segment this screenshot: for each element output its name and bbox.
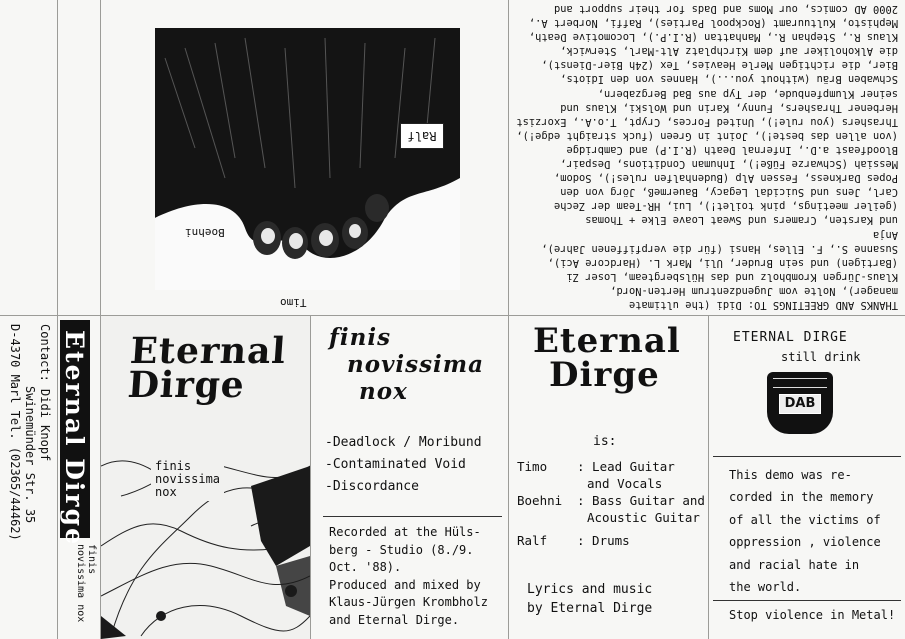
divider bbox=[323, 516, 502, 517]
album-title-line: novissima bbox=[347, 351, 485, 378]
title-spine bbox=[57, 316, 100, 639]
cover-album-title bbox=[151, 458, 224, 501]
logo-stripes bbox=[773, 378, 827, 388]
album-title-line: nox bbox=[359, 378, 408, 405]
thanks-line: THANKS AND GREETINGS TO: Didi (the ultimate bbox=[629, 299, 898, 311]
member-role: Acoustic Guitar bbox=[587, 510, 700, 525]
contact-label: Contact: bbox=[38, 324, 52, 382]
thanks-line: Klaus R., Stephan R., Manhattan (R.I.P.), Locomotive Death, bbox=[528, 31, 898, 44]
thanks-line: seiner Klumpfenbude, der Typ aus Bad Bergzabern, bbox=[597, 87, 898, 100]
thanks-line: (von allen das beste!), Joint in Green (fuck straight edge!), bbox=[516, 129, 898, 142]
thanks-line: Herbener Thrashers, Funny, Karin und Wolski, Klaus und bbox=[560, 101, 898, 114]
member-role: : Lead Guitar bbox=[577, 459, 675, 474]
thanks-line: Mephisto, Kultuuramt (Rockpool Parties), Raffi, Norbert A., bbox=[528, 17, 898, 30]
photo-label-ralf: Ralf bbox=[400, 123, 444, 149]
dedication-line: oppression , violence bbox=[729, 535, 881, 550]
lineup-is: is: bbox=[593, 434, 617, 449]
thanks-line: Thrashers (you rule!), United Forces, Crypt, T.o.A., Exorzist bbox=[516, 115, 898, 128]
blank-spines bbox=[0, 0, 100, 315]
front-cover bbox=[101, 316, 310, 639]
member-name: Boehni bbox=[517, 493, 563, 508]
member-role: : Drums bbox=[577, 533, 630, 548]
thanks-line: Carl, Jens und Suicidal Legacy, Bauermeß, Jörg von den bbox=[560, 186, 898, 199]
member-role: and Vocals bbox=[587, 476, 663, 491]
thanks-line: (Bartigen) und sein Bruder, Uli, Mark L. (Hardcore Aci), bbox=[547, 256, 898, 269]
thanks-line: Susanne S., F. Elles, Hansi (für die verpfiffenen Jahre), Anja bbox=[541, 228, 898, 255]
track-list bbox=[325, 432, 482, 498]
lineup-credits bbox=[527, 580, 652, 618]
tracklist-album-title bbox=[329, 324, 484, 405]
contact-spine bbox=[0, 316, 57, 639]
member-name: Ralf bbox=[517, 533, 548, 548]
dedication-line: of all the victims of bbox=[729, 512, 881, 527]
track-item: -Discordance bbox=[325, 479, 419, 494]
thanks-line: Bier, die richtigen Merle Heavies, Tex (24h Bier-Dienst), bbox=[541, 59, 898, 72]
dedication bbox=[729, 464, 881, 598]
spine-band-name: Eternal Dirge bbox=[60, 330, 89, 546]
band-photo bbox=[155, 28, 460, 290]
photo-label-boehni: Boehni bbox=[185, 226, 225, 239]
photo-image bbox=[155, 28, 460, 290]
recording-line: berg - Studio (8./9. Oct. '88). bbox=[329, 542, 474, 574]
member-row bbox=[517, 458, 705, 492]
back-subheader: still drink bbox=[781, 350, 861, 364]
dedication-line: This demo was re- bbox=[729, 468, 852, 482]
contact-city-phone: D-4370 Marl Tel. (02365/44462) bbox=[8, 324, 22, 541]
logo-line: Dirge bbox=[549, 355, 660, 395]
lineup-band-logo bbox=[533, 321, 681, 395]
cover-title-line: novissima bbox=[155, 472, 221, 486]
track-item: -Contaminated Void bbox=[325, 457, 466, 472]
logo-line: Eternal bbox=[533, 321, 681, 361]
cover-title-line: nox bbox=[155, 485, 177, 499]
contact-street: Swinemünder Str. 35 bbox=[23, 386, 37, 524]
recording-line: Produced and mixed by bbox=[329, 577, 481, 592]
dedication-line: corded in the memory bbox=[729, 490, 874, 505]
divider bbox=[713, 600, 901, 601]
thanks-line: Messiah (Schwarze Füße!), Inhuman Conditions, Despair, bbox=[560, 158, 898, 171]
contact-block bbox=[7, 324, 52, 541]
dab-logo-icon bbox=[767, 372, 833, 434]
album-title-line: finis bbox=[329, 324, 392, 351]
cover-title-line: finis bbox=[155, 459, 192, 473]
spine-album-title: finis novissima nox bbox=[75, 544, 97, 623]
back-panel bbox=[709, 316, 905, 639]
thanks-line: 2000 AD comics, our Moms and Dads for their support and bbox=[553, 3, 898, 16]
logo-text: DAB bbox=[779, 394, 821, 414]
member-row bbox=[517, 526, 705, 549]
contact-name: Didi Knopf bbox=[38, 389, 52, 462]
thanks-line: Bloodfeast a.D., Infernal Death (R.I.P) and Cambridge bbox=[566, 143, 898, 156]
tracklist-panel bbox=[311, 316, 508, 639]
recording-line: Recorded at the Hüls- bbox=[329, 525, 481, 539]
lineup-table bbox=[517, 458, 705, 549]
lineup-panel bbox=[509, 316, 708, 639]
credits-line: Lyrics and music bbox=[527, 582, 653, 597]
slogan: Stop violence in Metal! bbox=[729, 608, 896, 622]
thanks-line: (geiler meetings, pink toilet!), Lui, HR-Team der Zeche bbox=[553, 200, 898, 213]
back-header: ETERNAL DIRGE bbox=[733, 330, 848, 345]
thanks-line: Schwaben Bräu (without you...), Hannes von den Idiots, bbox=[560, 73, 898, 86]
dedication-line: the world. bbox=[729, 580, 802, 595]
member-name: Timo bbox=[517, 459, 548, 474]
thanks-line: Popes Darkness, Fessen Alp (Budenhalfen rules!), Sodom, bbox=[553, 172, 898, 185]
dedication-line: and racial hate in bbox=[729, 557, 860, 572]
recording-notes bbox=[329, 524, 508, 629]
track-item: -Deadlock / Moribund bbox=[325, 435, 482, 450]
credits-line: by Eternal Dirge bbox=[527, 601, 653, 616]
photo-label-timo: Timo bbox=[280, 296, 307, 309]
recording-line: Klaus-Jürgen Krombholz bbox=[329, 595, 488, 609]
thanks-line bbox=[512, 0, 898, 2]
thanks-greetings bbox=[512, 3, 898, 312]
divider bbox=[713, 456, 901, 457]
member-row bbox=[517, 492, 705, 526]
thanks-line: Klaus-Jürgen Krombholz und das Hülsbergteam, Loser Zi bbox=[566, 270, 898, 283]
thanks-line: die Alkoholiker auf dem Kirchplatz Alt-Marl, Sterwick, bbox=[560, 45, 898, 58]
cover-band-logo: Eternal Dirge bbox=[126, 330, 288, 406]
thanks-line: manager), Nolte vom Jugendzentrum Herten-Nord, bbox=[610, 284, 898, 297]
member-role: : Bass Guitar and bbox=[577, 493, 705, 508]
recording-line: and Eternal Dirge. bbox=[329, 612, 460, 627]
thanks-line: und Karsten, Cramers und Sweat Loave Elke + Thomas bbox=[585, 214, 898, 227]
